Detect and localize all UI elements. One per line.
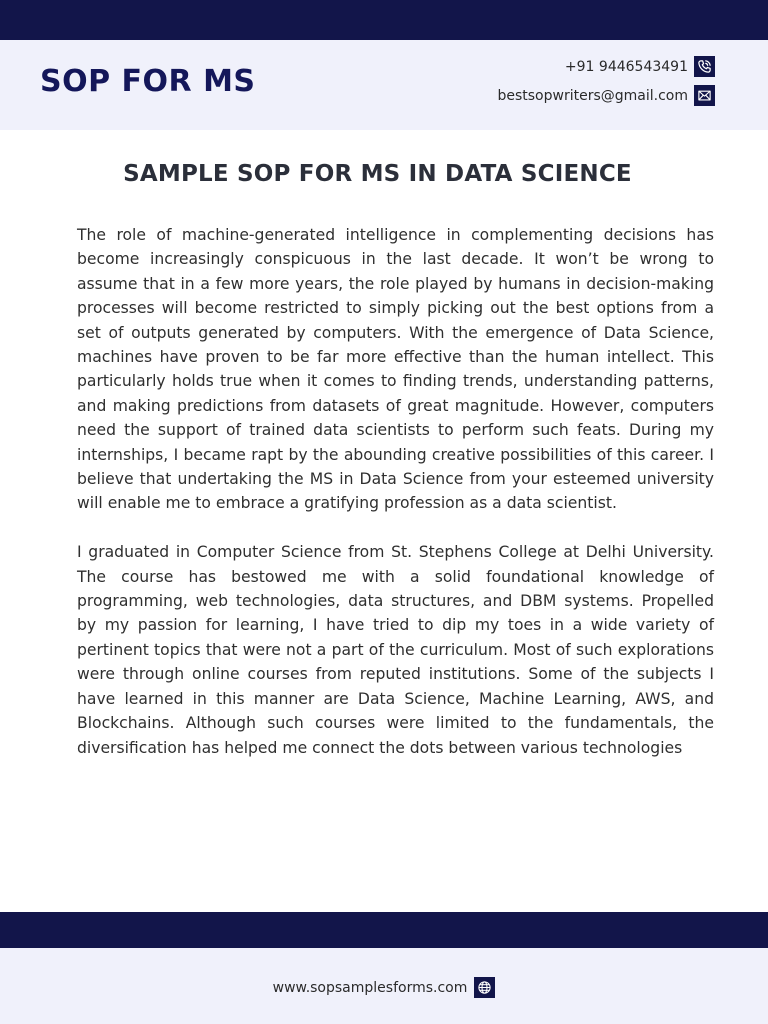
document-title: SAMPLE SOP FOR MS IN DATA SCIENCE	[123, 161, 632, 187]
bottom-bar	[0, 912, 768, 948]
website-link[interactable]: www.sopsamplesforms.com	[272, 979, 468, 996]
globe-icon	[474, 977, 495, 998]
document-body	[77, 223, 714, 784]
footer	[0, 948, 768, 1024]
mail-icon	[694, 85, 715, 106]
header	[0, 40, 768, 130]
phone-number[interactable]: +91 9446543491	[564, 58, 688, 75]
website-contact[interactable]	[0, 977, 768, 998]
brand-title: SOP FOR MS	[40, 64, 256, 99]
email-address[interactable]: bestsopwriters@gmail.com	[497, 87, 688, 104]
paragraph-1: The role of machine-generated intelligence in complementing decisions has become increasingly conspicuous in the last decade. It won’t be wrong to assume that in a few more years, the role played by humans in decision-making processes will become restricted to simply picking out the best options from a set of outputs generated by computers. With the emergence of Data Science, machines have proven to be far more effective than the human intellect. This particularly holds true when it comes to finding trends, understanding patterns, and making predictions from datasets of great magnitude. However, computers need the support of trained data scientists to perform such feats. During my internships, I became rapt by the abounding creative possibilities of this career. I believe that undertaking the MS in Data Science from your esteemed university will enable me to embrace a gratifying profession as a data scientist.	[77, 226, 714, 513]
top-bar	[0, 0, 768, 40]
phone-icon	[694, 56, 715, 77]
email-contact[interactable]	[497, 85, 715, 106]
phone-contact[interactable]	[565, 56, 715, 77]
paragraph-2: I graduated in Computer Science from St. Stephens College at Delhi University. The course has bestowed me with a solid foundational knowledge of programming, web technologies, data structures, and DBM systems. Propelled by my passion for learning, I have tried to dip my toes in a wide variety of pertinent topics that were not a part of the curriculum. Most of such explorations were through online courses from reputed institutions. Some of the subjects I have learned in this manner are Data Science, Machine Learning, AWS, and Blockchains. Although such courses were limited to the fundamentals, the diversification has helped me connect the dots between various technologies	[77, 543, 714, 757]
